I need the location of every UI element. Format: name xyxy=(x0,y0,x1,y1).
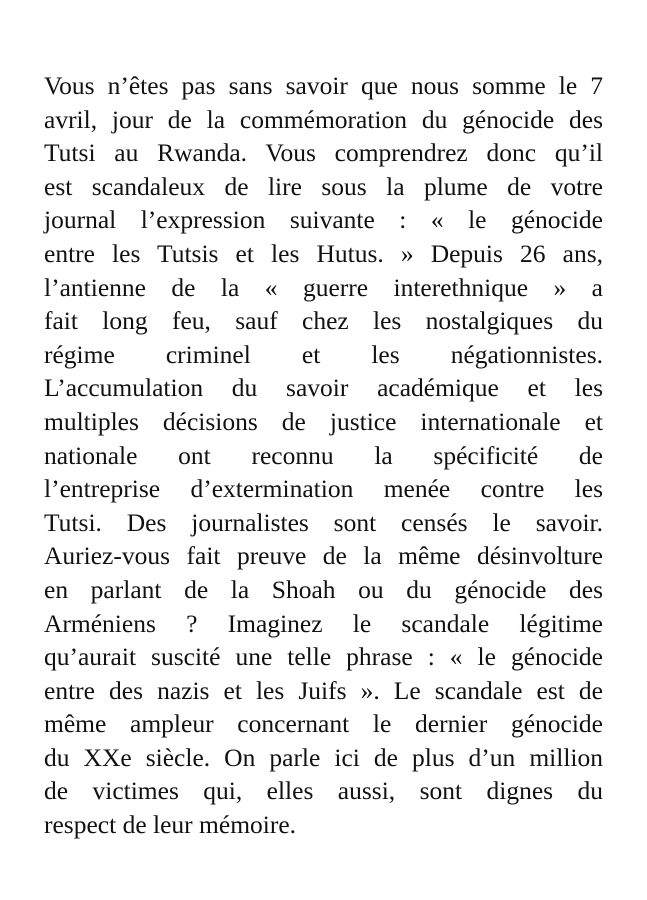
text-line: entre les Tutsis et les Hutus. » Depuis 26 ans, xyxy=(44,238,603,268)
text-line: avril, jour de la commémoration du génocide des xyxy=(44,104,603,134)
text-line: Vous n’êtes pas sans savoir que nous somme le 7 xyxy=(44,71,603,100)
text-line: en parlant de la Shoah ou du génocide des xyxy=(44,574,603,604)
text-line: de victimes qui, elles aussi, sont dignes du xyxy=(44,776,603,806)
text-line: L’accumulation du savoir académique et les xyxy=(44,373,603,403)
text-line: même ampleur concernant le dernier génocide xyxy=(44,709,603,739)
text-line: multiples décisions de justice internationale et xyxy=(44,406,603,436)
text-line: entre des nazis et les Juifs ». Le scandale est de xyxy=(44,675,603,705)
text-line: nationale ont reconnu la spécificité de xyxy=(44,440,603,470)
text-line: régime criminel et les négationnistes. xyxy=(44,339,603,369)
text-line: qu’aurait suscité une telle phrase : « le génocide xyxy=(44,642,603,672)
text-line: l’entreprise d’extermination menée contre les xyxy=(44,474,603,504)
text-line: fait long feu, sauf chez les nostalgiques du xyxy=(44,306,603,336)
text-line: Auriez-vous fait preuve de la même désinvolture xyxy=(44,541,603,571)
text-line: Tutsi. Des journalistes sont censés le savoir. xyxy=(44,507,603,537)
text-line: respect de leur mémoire. xyxy=(44,810,297,840)
text-line: du XXe siècle. On parle ici de plus d’un million xyxy=(44,742,603,772)
text-line: Arméniens ? Imaginez le scandale légitime xyxy=(44,608,603,638)
text-line: est scandaleux de lire sous la plume de votre xyxy=(44,171,603,201)
text-line: Tutsi au Rwanda. Vous comprendrez donc qu’il xyxy=(44,138,603,168)
paragraph xyxy=(44,69,603,842)
text-line: l’antienne de la « guerre interethnique » a xyxy=(44,272,603,302)
text-line: journal l’expression suivante : « le génocide xyxy=(44,205,603,235)
